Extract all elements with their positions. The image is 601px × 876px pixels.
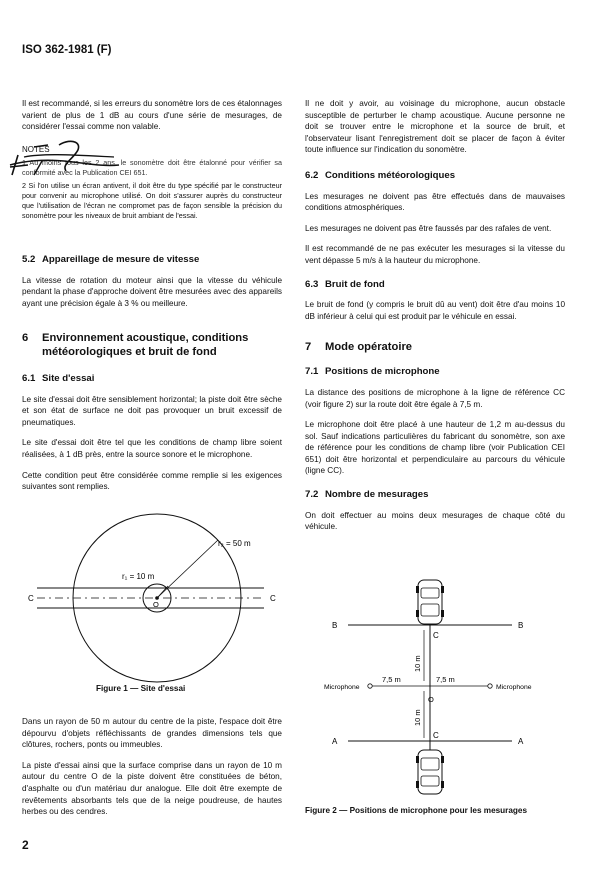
section-title: Mode opératoire bbox=[325, 341, 413, 354]
label-dist-bottom: 10 m bbox=[413, 709, 422, 726]
section-title: Bruit de fond bbox=[325, 278, 385, 290]
document-header: ISO 362-1981 (F) bbox=[22, 44, 112, 56]
s61-paragraph-3: Cette condition peut être considérée comme remplie si les exigences suivantes sont remplies. bbox=[22, 470, 282, 492]
paragraph-radius-10: La piste d'essai ainsi que la surface comprise dans un rayon de 10 m autour du centre O de la piste doivent être constituées de béton, d'asphalte ou d'un matériau dur analogue. Elle doit être exempte de revêtements absorbants tels que de la neige poudreuse, de hautes herbes ou des cendres. bbox=[22, 760, 282, 817]
label-a-left: A bbox=[332, 737, 338, 746]
label-dist-top: 10 m bbox=[413, 655, 422, 672]
radius-r2-line bbox=[157, 540, 218, 598]
section-number: 6.3 bbox=[305, 278, 319, 290]
label-dist-left: 7,5 m bbox=[382, 675, 401, 684]
note-1: 1 Au moins tous les 2 ans, le sonomètre doit être étalonné pour vérifier sa conformité avec la Publication CEI 651. bbox=[22, 157, 282, 177]
left-column-bottom bbox=[22, 716, 282, 827]
label-c-top: C bbox=[433, 631, 439, 640]
section-title: Appareillage de mesure de vitesse bbox=[42, 254, 200, 265]
section-number: 6 bbox=[22, 332, 29, 344]
figure-1-test-site bbox=[22, 520, 292, 685]
section-title: Site d'essai bbox=[42, 373, 95, 384]
label-microphone-right: Microphone bbox=[496, 684, 532, 691]
s63-paragraph-1: Le bruit de fond (y compris le bruit dû au vent) doit être d'au moins 10 dB inférieur à celui qui est produit par le véhicule en essai. bbox=[305, 300, 565, 321]
s71-paragraph-2: Le microphone doit être placé à une hauteur de 1,2 m au-dessus du sol. Sauf indications particulières du fabricant du sonomètre, son axe de référence pour les conditions de champ libre (voir Publication CEI 651) doit être horizontal et perpendiculaire au parcours du véhicule (ligne CC). bbox=[305, 420, 565, 476]
label-b-right: B bbox=[518, 621, 524, 630]
label-b-left: B bbox=[332, 621, 338, 630]
label-r2: r₂ = 50 m bbox=[218, 539, 251, 548]
microphone-left-icon bbox=[368, 684, 372, 688]
figure-2-caption: Figure 2 — Positions de microphone pour les mesurages bbox=[305, 806, 528, 815]
label-c-bottom: C bbox=[433, 731, 439, 740]
label-o: O bbox=[153, 600, 159, 609]
right-column bbox=[305, 98, 565, 542]
label-r1: r₁ = 10 m bbox=[122, 572, 155, 581]
section-6-1 bbox=[22, 373, 282, 502]
page-number: 2 bbox=[22, 838, 29, 852]
section-number: 5.2 bbox=[22, 254, 36, 265]
notes-block bbox=[22, 145, 282, 221]
section-title: Nombre de mesurages bbox=[325, 489, 429, 501]
s61-paragraph-2: Le site d'essai doit être tel que les conditions de champ libre soient réalisées, à 1 dB près, entre la source sonore et le microphone. bbox=[22, 438, 282, 459]
figure-1-caption: Figure 1 — Site d'essai bbox=[96, 684, 186, 693]
s62-paragraph-3: Il est recommandé de ne pas exécuter les mesurages si la vitesse du vent dépasse 5 m/s à la hauteur du microphone. bbox=[305, 244, 565, 265]
note-2: 2 Si l'on utilise un écran antivent, il doit être du type spécifié par le constructeur pour convenir au microphone utilisé. On doit s'assurer auprès du constructeur que l'utilisation de l'écran ne compromet pas de façon sensible la précision du sonomètre pour les niveaux de bruit ambiant de l'essai. bbox=[22, 180, 282, 220]
section-5-2 bbox=[22, 254, 282, 318]
label-o: O bbox=[428, 695, 434, 704]
section-title: Positions de microphone bbox=[325, 366, 440, 378]
figure-2-microphone-positions bbox=[324, 578, 560, 800]
microphone-right-icon bbox=[488, 684, 492, 688]
s71-paragraph-1: La distance des positions de microphone à la ligne de référence CC (voir figure 2) sur la route doit être égale à 7,5 m. bbox=[305, 387, 565, 409]
s72-paragraph-1: On doit effectuer au moins deux mesurages de chaque côté du véhicule. bbox=[305, 510, 565, 532]
section-6 bbox=[22, 331, 282, 369]
section-title: Conditions météorologiques bbox=[325, 169, 456, 181]
s62-paragraph-2: Les mesurages ne doivent pas être faussés par des rafales de vent. bbox=[305, 223, 552, 233]
left-column-top bbox=[22, 98, 282, 221]
section-number: 7.1 bbox=[305, 366, 319, 378]
paragraph-radius-50: Dans un rayon de 50 m autour du centre de la piste, l'espace doit être dépourvu d'objets réfléchissants de grandes dimensions tels que clôtures, rochers, ponts ou immeubles. bbox=[22, 717, 282, 750]
obstacle-paragraph: Il ne doit y avoir, au voisinage du microphone, aucun obstacle susceptible de perturber le champ acoustique. Aucune personne ne doit se trouver entre le microphone et la source de bruit, et l'observateur lisant l'enregistrement doit se placer de façon à éviter toute influence sur l'indication du sonomètre. bbox=[305, 99, 565, 155]
notes-label: NOTES bbox=[22, 144, 50, 154]
label-microphone-left: Microphone bbox=[324, 684, 360, 691]
s61-paragraph-1: Le site d'essai doit être sensiblement horizontal; la piste doit être sèche et son état de surface ne doit pas provoquer un bruit excessif de pneumatiques. bbox=[22, 394, 282, 427]
section-number: 6.2 bbox=[305, 169, 319, 181]
section-title: Environnement acoustique, conditions météorologiques et bruit de fond bbox=[42, 332, 249, 358]
label-c-left: C bbox=[28, 594, 34, 603]
intro-paragraph: Il est recommandé, si les erreurs du sonomètre lors de ces étalonnages varient de plus de 1 dB au cours d'une série de mesurages, de considérer l'essai comme non valable. bbox=[22, 99, 282, 132]
section-5-2-text: La vitesse de rotation du moteur ainsi que la vitesse du véhicule pendant la phase d'approche doivent être mesurées avec des appareils ayant une précision égale à 3 % ou meilleure. bbox=[22, 275, 282, 308]
handwritten-annotation bbox=[4, 135, 124, 195]
label-dist-right: 7,5 m bbox=[436, 675, 455, 684]
section-number: 6.1 bbox=[22, 373, 36, 384]
vehicle-bottom bbox=[416, 750, 444, 794]
label-a-right: A bbox=[518, 737, 524, 746]
section-number: 7.2 bbox=[305, 489, 319, 501]
vehicle-top bbox=[416, 580, 444, 624]
label-c-right: C bbox=[270, 594, 276, 603]
s62-paragraph-1: Les mesurages ne doivent pas être effectués dans de mauvaises conditions atmosphériques. bbox=[305, 191, 565, 213]
section-number: 7 bbox=[305, 341, 312, 354]
